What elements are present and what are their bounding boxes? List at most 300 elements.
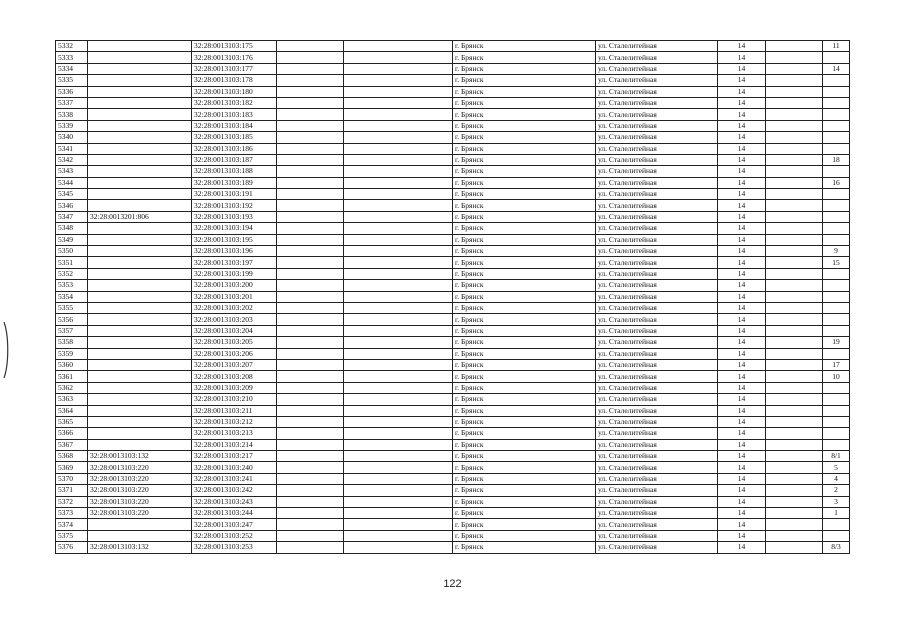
house-number: 14 [718, 291, 766, 302]
city: г. Брянск [453, 394, 596, 405]
table-row [56, 314, 850, 325]
empty-cell [766, 234, 823, 245]
city: г. Брянск [453, 371, 596, 382]
house-number: 14 [718, 132, 766, 143]
empty-cell [277, 348, 344, 359]
cadastral-number: 32:28:0013103:199 [192, 268, 277, 279]
table-row [56, 52, 850, 63]
house-number: 14 [718, 177, 766, 188]
street: ул. Сталелитейная [596, 166, 718, 177]
city: г. Брянск [453, 405, 596, 416]
building-number [823, 120, 850, 131]
row-number: 5342 [56, 154, 88, 165]
empty-cell [344, 234, 453, 245]
street: ул. Сталелитейная [596, 542, 718, 553]
empty-cell [344, 519, 453, 530]
building-number: 11 [823, 41, 850, 52]
parent-cadastral-number [88, 337, 192, 348]
house-number: 14 [718, 41, 766, 52]
table-row [56, 132, 850, 143]
empty-cell [344, 496, 453, 507]
street: ул. Сталелитейная [596, 405, 718, 416]
street: ул. Сталелитейная [596, 530, 718, 541]
building-number [823, 189, 850, 200]
cadastral-number: 32:28:0013103:195 [192, 234, 277, 245]
empty-cell [277, 485, 344, 496]
parent-cadastral-number [88, 519, 192, 530]
city: г. Брянск [453, 52, 596, 63]
empty-cell [277, 52, 344, 63]
building-number [823, 52, 850, 63]
cadastral-number: 32:28:0013103:206 [192, 348, 277, 359]
row-number: 5372 [56, 496, 88, 507]
row-number: 5350 [56, 246, 88, 257]
page-number: 122 [443, 578, 462, 590]
empty-cell [344, 97, 453, 108]
empty-cell [344, 154, 453, 165]
street: ул. Сталелитейная [596, 246, 718, 257]
parent-cadastral-number [88, 325, 192, 336]
parent-cadastral-number [88, 86, 192, 97]
row-number: 5335 [56, 75, 88, 86]
building-number [823, 382, 850, 393]
cadastral-number: 32:28:0013103:253 [192, 542, 277, 553]
cadastral-number: 32:28:0013103:247 [192, 519, 277, 530]
street: ул. Сталелитейная [596, 143, 718, 154]
city: г. Брянск [453, 257, 596, 268]
row-number: 5341 [56, 143, 88, 154]
cadastral-number: 32:28:0013103:191 [192, 189, 277, 200]
parent-cadastral-number [88, 394, 192, 405]
house-number: 14 [718, 302, 766, 313]
table-row [56, 451, 850, 462]
empty-cell [344, 257, 453, 268]
empty-cell [766, 496, 823, 507]
building-number [823, 291, 850, 302]
city: г. Брянск [453, 63, 596, 74]
parent-cadastral-number [88, 120, 192, 131]
cadastral-number: 32:28:0013103:211 [192, 405, 277, 416]
house-number: 14 [718, 348, 766, 359]
table-row [56, 257, 850, 268]
empty-cell [344, 41, 453, 52]
street: ул. Сталелитейная [596, 348, 718, 359]
empty-cell [766, 439, 823, 450]
cadastral-number: 32:28:0013103:214 [192, 439, 277, 450]
empty-cell [766, 337, 823, 348]
cadastral-number: 32:28:0013103:194 [192, 223, 277, 234]
street: ул. Сталелитейная [596, 268, 718, 279]
house-number: 14 [718, 257, 766, 268]
empty-cell [344, 189, 453, 200]
empty-cell [766, 86, 823, 97]
row-number: 5375 [56, 530, 88, 541]
parent-cadastral-number [88, 382, 192, 393]
parent-cadastral-number [88, 302, 192, 313]
row-number: 5336 [56, 86, 88, 97]
empty-cell [344, 291, 453, 302]
row-number: 5357 [56, 325, 88, 336]
empty-cell [766, 280, 823, 291]
row-number: 5371 [56, 485, 88, 496]
street: ул. Сталелитейная [596, 325, 718, 336]
empty-cell [344, 428, 453, 439]
row-number: 5356 [56, 314, 88, 325]
street: ул. Сталелитейная [596, 519, 718, 530]
city: г. Брянск [453, 234, 596, 245]
parent-cadastral-number [88, 234, 192, 245]
row-number: 5345 [56, 189, 88, 200]
table-row [56, 371, 850, 382]
house-number: 14 [718, 52, 766, 63]
table-row [56, 120, 850, 131]
empty-cell [277, 496, 344, 507]
street: ул. Сталелитейная [596, 52, 718, 63]
empty-cell [344, 416, 453, 427]
table-row [56, 508, 850, 519]
empty-cell [277, 211, 344, 222]
empty-cell [766, 382, 823, 393]
parent-cadastral-number [88, 428, 192, 439]
empty-cell [277, 280, 344, 291]
cadastral-number: 32:28:0013103:187 [192, 154, 277, 165]
street: ул. Сталелитейная [596, 189, 718, 200]
empty-cell [344, 132, 453, 143]
empty-cell [344, 485, 453, 496]
table-row [56, 177, 850, 188]
building-number [823, 75, 850, 86]
city: г. Брянск [453, 451, 596, 462]
building-number: 9 [823, 246, 850, 257]
empty-cell [766, 246, 823, 257]
table-row [56, 428, 850, 439]
empty-cell [766, 359, 823, 370]
empty-cell [344, 359, 453, 370]
empty-cell [277, 132, 344, 143]
street: ул. Сталелитейная [596, 86, 718, 97]
empty-cell [344, 439, 453, 450]
house-number: 14 [718, 530, 766, 541]
empty-cell [277, 154, 344, 165]
table-row [56, 280, 850, 291]
empty-cell [277, 268, 344, 279]
parent-cadastral-number [88, 416, 192, 427]
cadastral-number: 32:28:0013103:212 [192, 416, 277, 427]
city: г. Брянск [453, 416, 596, 427]
building-number: 18 [823, 154, 850, 165]
street: ул. Сталелитейная [596, 485, 718, 496]
empty-cell [344, 542, 453, 553]
empty-cell [766, 75, 823, 86]
row-number: 5369 [56, 462, 88, 473]
empty-cell [766, 530, 823, 541]
empty-cell [766, 143, 823, 154]
cadastral-number: 32:28:0013103:207 [192, 359, 277, 370]
parent-cadastral-number [88, 439, 192, 450]
row-number: 5337 [56, 97, 88, 108]
row-number: 5355 [56, 302, 88, 313]
street: ул. Сталелитейная [596, 280, 718, 291]
row-number: 5370 [56, 473, 88, 484]
street: ул. Сталелитейная [596, 462, 718, 473]
empty-cell [277, 234, 344, 245]
street: ул. Сталелитейная [596, 154, 718, 165]
city: г. Брянск [453, 109, 596, 120]
building-number: 3 [823, 496, 850, 507]
house-number: 14 [718, 86, 766, 97]
street: ул. Сталелитейная [596, 257, 718, 268]
parent-cadastral-number: 32:28:0013103:220 [88, 485, 192, 496]
house-number: 14 [718, 246, 766, 257]
city: г. Брянск [453, 268, 596, 279]
empty-cell [766, 223, 823, 234]
cadastral-number: 32:28:0013103:241 [192, 473, 277, 484]
empty-cell [277, 177, 344, 188]
building-number [823, 314, 850, 325]
table-row [56, 189, 850, 200]
building-number [823, 280, 850, 291]
parent-cadastral-number [88, 530, 192, 541]
row-number: 5351 [56, 257, 88, 268]
cadastral-number: 32:28:0013103:240 [192, 462, 277, 473]
table-row [56, 246, 850, 257]
house-number: 14 [718, 394, 766, 405]
empty-cell [344, 52, 453, 63]
parent-cadastral-number [88, 291, 192, 302]
cadastral-number: 32:28:0013103:213 [192, 428, 277, 439]
street: ул. Сталелитейная [596, 177, 718, 188]
house-number: 14 [718, 143, 766, 154]
table-row [56, 302, 850, 313]
street: ул. Сталелитейная [596, 132, 718, 143]
row-number: 5363 [56, 394, 88, 405]
row-number: 5373 [56, 508, 88, 519]
row-number: 5374 [56, 519, 88, 530]
city: г. Брянск [453, 337, 596, 348]
city: г. Брянск [453, 211, 596, 222]
city: г. Брянск [453, 519, 596, 530]
cadastral-number: 32:28:0013103:193 [192, 211, 277, 222]
parent-cadastral-number: 32:28:0013103:220 [88, 508, 192, 519]
building-number [823, 302, 850, 313]
cadastral-number: 32:28:0013103:188 [192, 166, 277, 177]
house-number: 14 [718, 382, 766, 393]
empty-cell [766, 302, 823, 313]
parent-cadastral-number [88, 371, 192, 382]
house-number: 14 [718, 314, 766, 325]
building-number [823, 97, 850, 108]
empty-cell [766, 177, 823, 188]
city: г. Брянск [453, 496, 596, 507]
parent-cadastral-number: 32:28:0013201:806 [88, 211, 192, 222]
row-number: 5354 [56, 291, 88, 302]
empty-cell [766, 41, 823, 52]
house-number: 14 [718, 416, 766, 427]
table-row [56, 348, 850, 359]
empty-cell [766, 428, 823, 439]
parent-cadastral-number [88, 75, 192, 86]
city: г. Брянск [453, 143, 596, 154]
city: г. Брянск [453, 280, 596, 291]
city: г. Брянск [453, 473, 596, 484]
empty-cell [344, 337, 453, 348]
empty-cell [277, 462, 344, 473]
street: ул. Сталелитейная [596, 314, 718, 325]
building-number [823, 325, 850, 336]
empty-cell [344, 530, 453, 541]
house-number: 14 [718, 325, 766, 336]
house-number: 14 [718, 428, 766, 439]
empty-cell [344, 394, 453, 405]
city: г. Брянск [453, 132, 596, 143]
empty-cell [277, 120, 344, 131]
city: г. Брянск [453, 120, 596, 131]
table-row [56, 143, 850, 154]
empty-cell [766, 485, 823, 496]
house-number: 14 [718, 223, 766, 234]
table-row [56, 75, 850, 86]
table-row [56, 268, 850, 279]
cadastral-number: 32:28:0013103:201 [192, 291, 277, 302]
city: г. Брянск [453, 508, 596, 519]
table-row [56, 439, 850, 450]
row-number: 5361 [56, 371, 88, 382]
street: ул. Сталелитейная [596, 416, 718, 427]
row-number: 5348 [56, 223, 88, 234]
row-number: 5344 [56, 177, 88, 188]
cadastral-number: 32:28:0013103:197 [192, 257, 277, 268]
empty-cell [277, 473, 344, 484]
street: ул. Сталелитейная [596, 75, 718, 86]
street: ул. Сталелитейная [596, 211, 718, 222]
street: ул. Сталелитейная [596, 120, 718, 131]
empty-cell [344, 473, 453, 484]
table-row [56, 485, 850, 496]
parent-cadastral-number [88, 405, 192, 416]
empty-cell [277, 416, 344, 427]
city: г. Брянск [453, 291, 596, 302]
empty-cell [277, 451, 344, 462]
city: г. Брянск [453, 302, 596, 313]
cadastral-number: 32:28:0013103:196 [192, 246, 277, 257]
building-number [823, 223, 850, 234]
empty-cell [277, 109, 344, 120]
empty-cell [344, 86, 453, 97]
empty-cell [344, 302, 453, 313]
table-row [56, 223, 850, 234]
house-number: 14 [718, 166, 766, 177]
city: г. Брянск [453, 223, 596, 234]
city: г. Брянск [453, 177, 596, 188]
parent-cadastral-number [88, 314, 192, 325]
empty-cell [344, 371, 453, 382]
city: г. Брянск [453, 86, 596, 97]
table-body [56, 41, 850, 554]
empty-cell [766, 462, 823, 473]
table-row [56, 519, 850, 530]
row-number: 5353 [56, 280, 88, 291]
house-number: 14 [718, 508, 766, 519]
house-number: 14 [718, 200, 766, 211]
street: ул. Сталелитейная [596, 439, 718, 450]
parent-cadastral-number [88, 109, 192, 120]
empty-cell [344, 508, 453, 519]
street: ул. Сталелитейная [596, 234, 718, 245]
house-number: 14 [718, 542, 766, 553]
cadastral-number: 32:28:0013103:177 [192, 63, 277, 74]
row-number: 5349 [56, 234, 88, 245]
empty-cell [766, 371, 823, 382]
parent-cadastral-number [88, 97, 192, 108]
city: г. Брянск [453, 189, 596, 200]
street: ул. Сталелитейная [596, 97, 718, 108]
parent-cadastral-number [88, 63, 192, 74]
street: ул. Сталелитейная [596, 200, 718, 211]
table-row [56, 337, 850, 348]
empty-cell [344, 223, 453, 234]
empty-cell [277, 542, 344, 553]
city: г. Брянск [453, 462, 596, 473]
building-number: 10 [823, 371, 850, 382]
empty-cell [277, 166, 344, 177]
street: ул. Сталелитейная [596, 291, 718, 302]
empty-cell [277, 337, 344, 348]
row-number: 5352 [56, 268, 88, 279]
empty-cell [277, 405, 344, 416]
house-number: 14 [718, 451, 766, 462]
cadastral-number: 32:28:0013103:217 [192, 451, 277, 462]
building-number [823, 405, 850, 416]
empty-cell [344, 382, 453, 393]
empty-cell [766, 63, 823, 74]
table-row [56, 63, 850, 74]
cadastral-number: 32:28:0013103:184 [192, 120, 277, 131]
empty-cell [344, 177, 453, 188]
house-number: 14 [718, 371, 766, 382]
empty-cell [277, 246, 344, 257]
cadastral-number: 32:28:0013103:208 [192, 371, 277, 382]
house-number: 14 [718, 63, 766, 74]
parent-cadastral-number: 32:28:0013103:132 [88, 542, 192, 553]
empty-cell [766, 348, 823, 359]
building-number [823, 439, 850, 450]
house-number: 14 [718, 189, 766, 200]
empty-cell [277, 530, 344, 541]
table-row [56, 211, 850, 222]
row-number: 5364 [56, 405, 88, 416]
empty-cell [277, 223, 344, 234]
empty-cell [766, 132, 823, 143]
empty-cell [766, 394, 823, 405]
building-number: 2 [823, 485, 850, 496]
empty-cell [766, 109, 823, 120]
table-row [56, 542, 850, 553]
house-number: 14 [718, 473, 766, 484]
parent-cadastral-number: 32:28:0013103:220 [88, 473, 192, 484]
building-number: 8/3 [823, 542, 850, 553]
empty-cell [344, 325, 453, 336]
house-number: 14 [718, 359, 766, 370]
house-number: 14 [718, 485, 766, 496]
building-number [823, 394, 850, 405]
table-row [56, 86, 850, 97]
row-number: 5367 [56, 439, 88, 450]
table-row [56, 416, 850, 427]
empty-cell [766, 257, 823, 268]
building-number [823, 416, 850, 427]
building-number [823, 200, 850, 211]
street: ул. Сталелитейная [596, 359, 718, 370]
